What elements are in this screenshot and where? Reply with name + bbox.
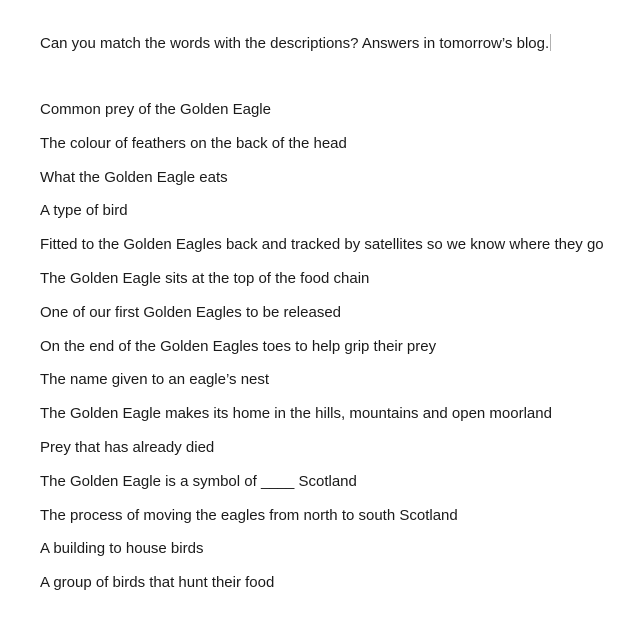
intro-text: Can you match the words with the descriptions? Answers in tomorrow’s blog. [40, 35, 550, 52]
clue-item: What the Golden Eagle eats [40, 168, 228, 186]
clue-list [40, 100, 604, 607]
clue-item: A building to house birds [40, 540, 204, 558]
clue-item: Fitted to the Golden Eagles back and tracked by satellites so we know where they go [40, 236, 604, 254]
clue-item: Prey that has already died [40, 438, 215, 456]
clue-item: The Golden Eagle sits at the top of the food chain [40, 269, 370, 287]
clue-item: A group of birds that hunt their food [40, 574, 275, 592]
intro-line [40, 34, 551, 54]
clue-item: One of our first Golden Eagles to be released [40, 303, 342, 321]
clue-item: A type of bird [40, 202, 128, 220]
text-cursor [550, 34, 551, 51]
clue-item: The name given to an eagle’s nest [40, 371, 270, 389]
clue-item: Common prey of the Golden Eagle [40, 101, 271, 118]
clue-item: The process of moving the eagles from north to south Scotland [40, 506, 458, 524]
clue-item: On the end of the Golden Eagles toes to help grip their prey [40, 337, 437, 355]
clue-item: The Golden Eagle is a symbol of ____ Scotland [40, 472, 357, 490]
clue-item: The Golden Eagle makes its home in the hills, mountains and open moorland [40, 405, 552, 423]
clue-item: The colour of feathers on the back of the head [40, 134, 347, 152]
